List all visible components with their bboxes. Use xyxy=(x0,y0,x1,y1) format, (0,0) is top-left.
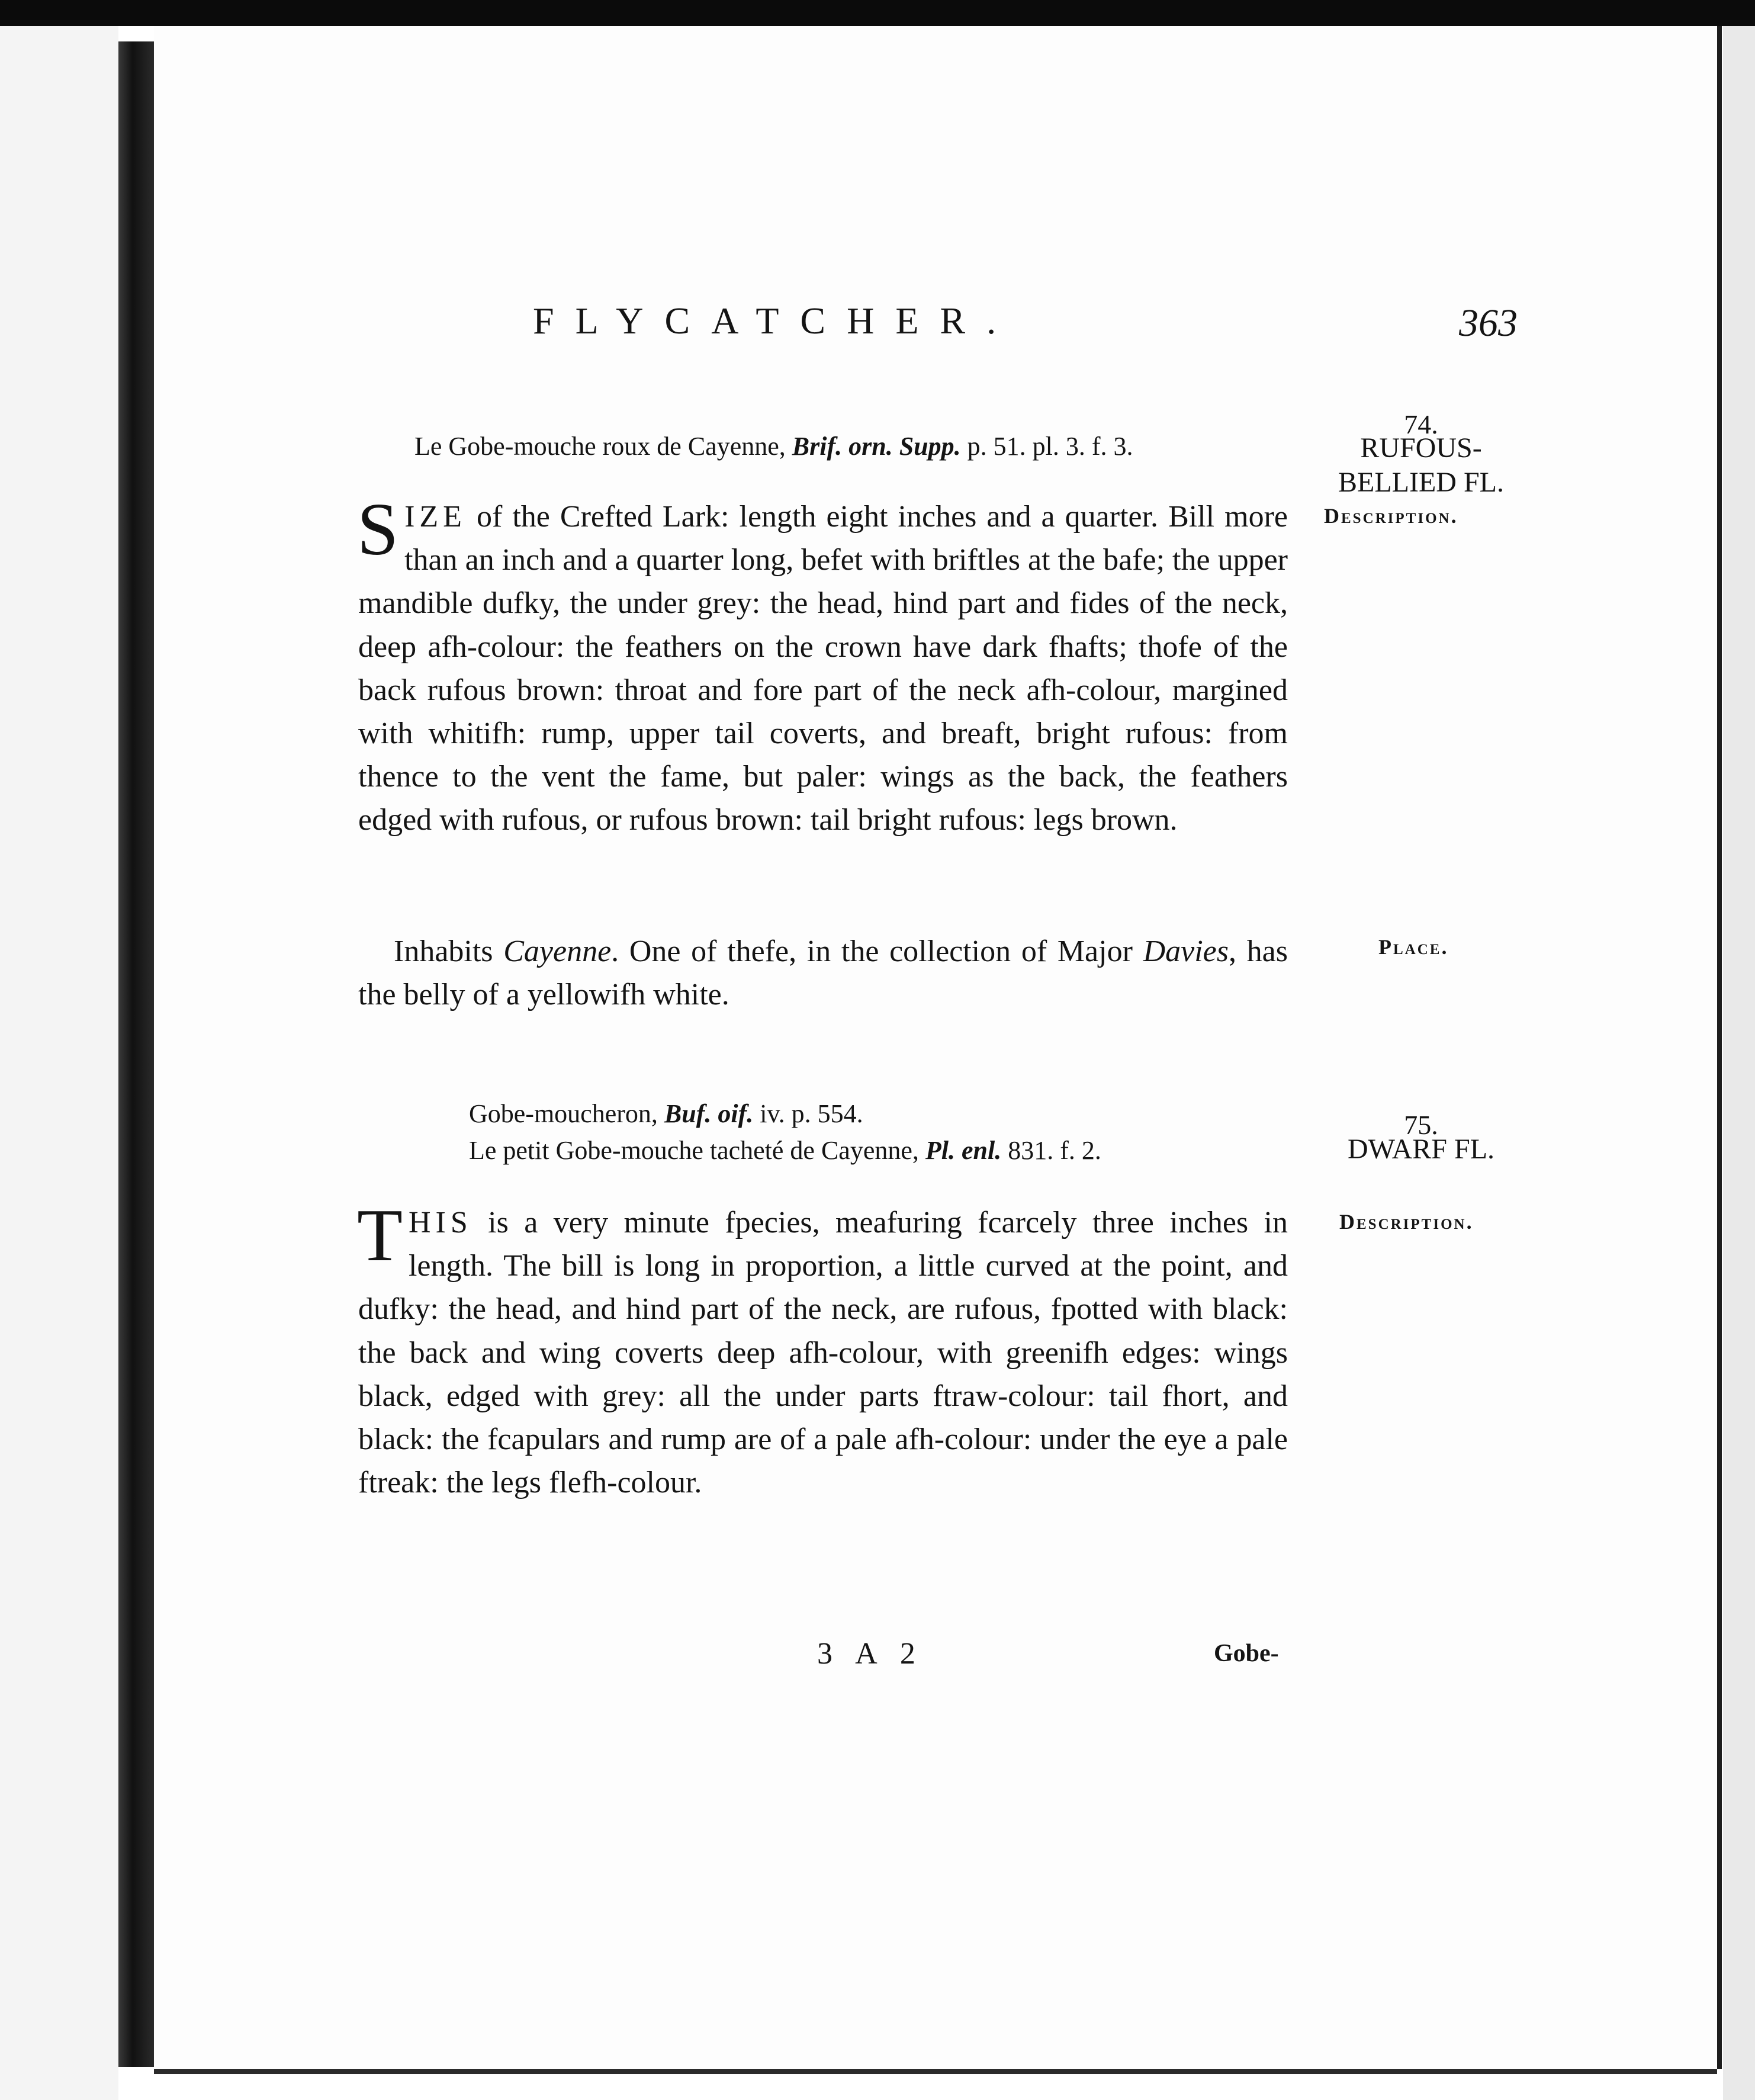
synonym-line xyxy=(414,431,1133,461)
synonym-line xyxy=(469,1135,1101,1165)
synonym-name: Le Gobe-mouche roux de Cayenne, xyxy=(414,432,792,461)
species-title-line: RUFOUS- xyxy=(1360,432,1482,464)
scan-right-margin xyxy=(1723,26,1755,2100)
drop-capital: S xyxy=(357,489,399,571)
place-text xyxy=(358,930,1288,1016)
species-title xyxy=(1303,1132,1539,1167)
species-number: 74. xyxy=(1404,409,1438,439)
place-text-part: Inhabits xyxy=(394,935,504,968)
description-label: Description. xyxy=(1339,1210,1474,1234)
place-text-part: , has the belly of a yellowifh white. xyxy=(358,935,1288,1012)
opening-capitals: HIS xyxy=(408,1206,472,1240)
book-gutter xyxy=(118,41,154,2067)
scan-top-border xyxy=(0,0,1755,26)
signature-mark: 3 A 2 xyxy=(817,1637,924,1671)
page-number: 363 xyxy=(1459,301,1518,345)
synonym-source: Pl. enl. xyxy=(925,1136,1002,1165)
running-head: FLYCATCHER. xyxy=(533,300,1018,342)
opening-capitals: IZE xyxy=(404,500,467,534)
drop-capital: T xyxy=(357,1195,403,1277)
place-label: Place. xyxy=(1378,935,1449,959)
description-label: Description. xyxy=(1324,504,1458,528)
species-title xyxy=(1303,431,1539,500)
synonym-source: Brif. orn. Supp. xyxy=(792,432,961,461)
synonym-reference: iv. p. 554. xyxy=(753,1099,863,1128)
species-title-line: DWARF FL. xyxy=(1347,1134,1495,1165)
synonym-name: Le petit Gobe-mouche tacheté de Cayenne, xyxy=(469,1136,925,1165)
synonym-line xyxy=(469,1099,863,1129)
facing-page-edge xyxy=(0,26,118,2100)
page-bottom-edge xyxy=(154,2069,1717,2074)
synonym-reference: p. 51. pl. 3. f. 3. xyxy=(960,432,1133,461)
collector-name: Davies xyxy=(1143,935,1229,968)
species-number: 75. xyxy=(1404,1110,1438,1140)
description-paragraph xyxy=(357,1195,1288,1504)
description-paragraph xyxy=(357,489,1288,842)
description-text: of the Crefted Lark: length eight inches and a quarter. Bill more than an inch and a quarter long, befet with briftles at the bafe; the upper mandible dufky, the under grey: the head, hind part and fides of the neck, deep afh-colour: the feathers on the crown have dark fhafts; thofe of the back rufous brown: throat and fore part of the neck afh-colour, margined with whitifh: rump, upper tail coverts, and breaft, bright rufous: from thence to the vent the fame, but paler: wings as the back, the feathers edged with rufous, or rufous brown: tail bright rufous: legs brown. xyxy=(358,500,1288,837)
page-right-edge xyxy=(1717,26,1722,2069)
place-text-part: . One of thefe, in the collection of Major xyxy=(611,935,1143,968)
catchword: Gobe- xyxy=(1214,1640,1279,1667)
species-title-line: BELLIED FL. xyxy=(1338,467,1504,498)
synonym-source: Buf. oif. xyxy=(664,1099,754,1128)
place-name: Cayenne xyxy=(503,935,612,968)
place-paragraph xyxy=(358,930,1288,1016)
synonym-reference: 831. f. 2. xyxy=(1001,1136,1101,1165)
description-text: is a very minute fpecies, meafuring fcarcely three inches in length. The bill is long in proportion, a little curved at the point, and dufky: the head, and hind part of the neck, are rufous, fpotted with black: the back and wing coverts deep afh-colour, with greenifh edges: wings black, edged with grey: all the under parts ftraw-colour: tail fhort, and black: the fcapulars and rump are of a pale afh-colour: under the eye a pale ftreak: the legs flefh-colour. xyxy=(358,1206,1288,1500)
synonym-name: Gobe-moucheron, xyxy=(469,1099,664,1128)
